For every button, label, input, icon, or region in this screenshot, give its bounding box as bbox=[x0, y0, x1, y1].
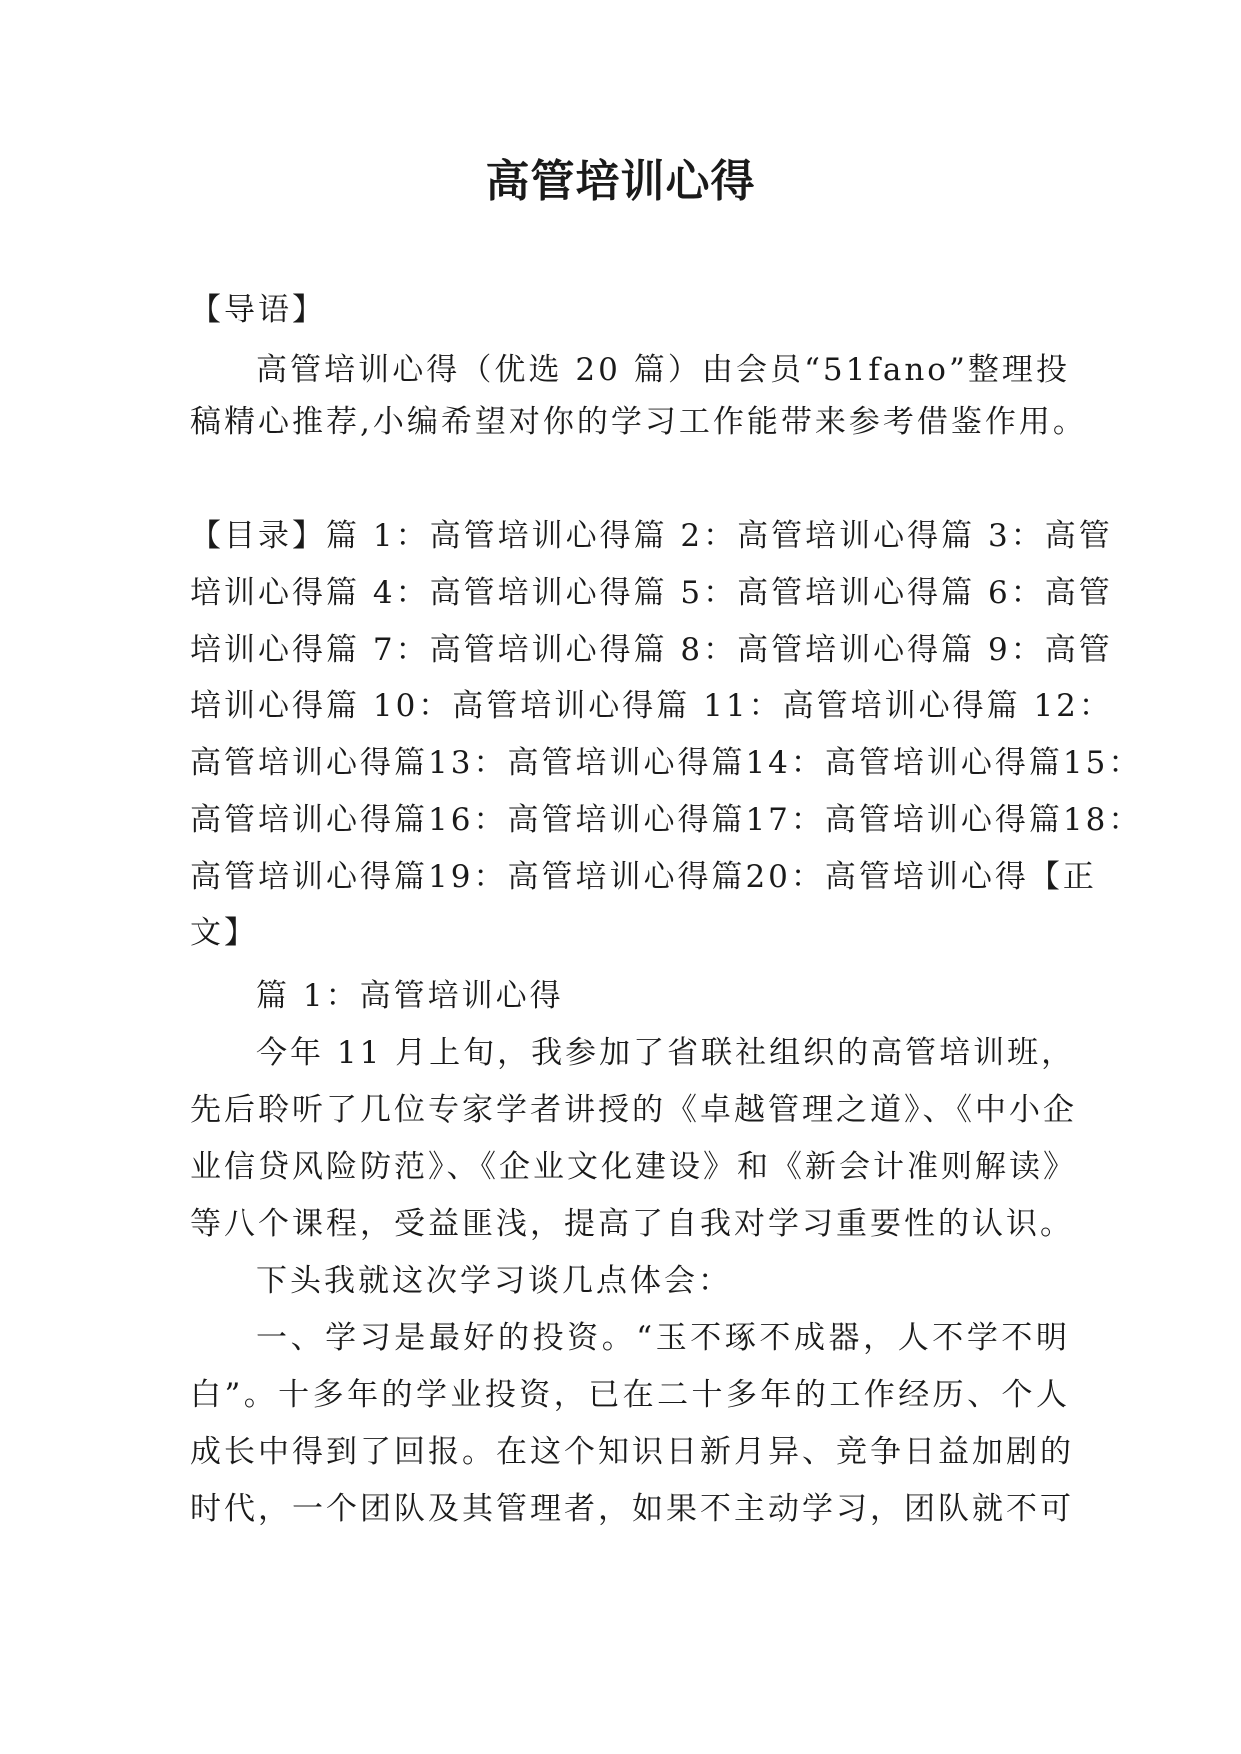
intro-heading: 【导语】 bbox=[190, 292, 326, 328]
body-line-2: 先后聆听了几位专家学者讲授的《卓越管理之道》、《中小企 bbox=[190, 1092, 1077, 1128]
body-line-8: 成长中得到了回报。在这个知识日新月异、竞争日益加剧的 bbox=[190, 1434, 1074, 1470]
body-line-7: 白”。十多年的学业投资，已在二十多年的工作经历、个人 bbox=[190, 1377, 1070, 1413]
toc-line-1: 【目录】篇 1：高管培训心得篇 2：高管培训心得篇 3：高管 bbox=[190, 518, 1113, 554]
body-line-4: 等八个课程，受益匪浅，提高了自我对学习重要性的认识。 bbox=[190, 1206, 1074, 1242]
body-line-9: 时代，一个团队及其管理者，如果不主动学习，团队就不可 bbox=[190, 1491, 1074, 1527]
toc-line-7: 高管培训心得篇19：高管培训心得篇20：高管培训心得【正 bbox=[190, 859, 1097, 895]
toc-line-8: 文】 bbox=[190, 915, 258, 951]
section-heading-1: 篇 1：高管培训心得 bbox=[256, 978, 564, 1014]
body-line-5: 下头我就这次学习谈几点体会： bbox=[256, 1263, 732, 1299]
toc-line-2: 培训心得篇 4：高管培训心得篇 5：高管培训心得篇 6：高管 bbox=[190, 575, 1113, 611]
toc-line-4: 培训心得篇 10：高管培训心得篇 11：高管培训心得篇 12： bbox=[190, 688, 1113, 724]
toc-line-3: 培训心得篇 7：高管培训心得篇 8：高管培训心得篇 9：高管 bbox=[190, 632, 1113, 668]
body-line-1: 今年 11 月上旬，我参加了省联社组织的高管培训班， bbox=[256, 1035, 1076, 1071]
body-line-3: 业信贷风险防范》、《企业文化建设》和《新会计准则解读》 bbox=[190, 1149, 1077, 1185]
intro-line-1: 高管培训心得（优选 20 篇）由会员“51fano”整理投 bbox=[256, 352, 1070, 388]
document-title: 高管培训心得 bbox=[485, 156, 756, 207]
toc-line-6: 高管培训心得篇16：高管培训心得篇17：高管培训心得篇18： bbox=[190, 802, 1143, 838]
body-line-6: 一、学习是最好的投资。“玉不琢不成器，人不学不明 bbox=[256, 1320, 1070, 1356]
toc-line-5: 高管培训心得篇13：高管培训心得篇14：高管培训心得篇15： bbox=[190, 745, 1143, 781]
intro-line-2: 稿精心推荐,小编希望对你的学习工作能带来参考借鉴作用。 bbox=[190, 404, 1087, 440]
